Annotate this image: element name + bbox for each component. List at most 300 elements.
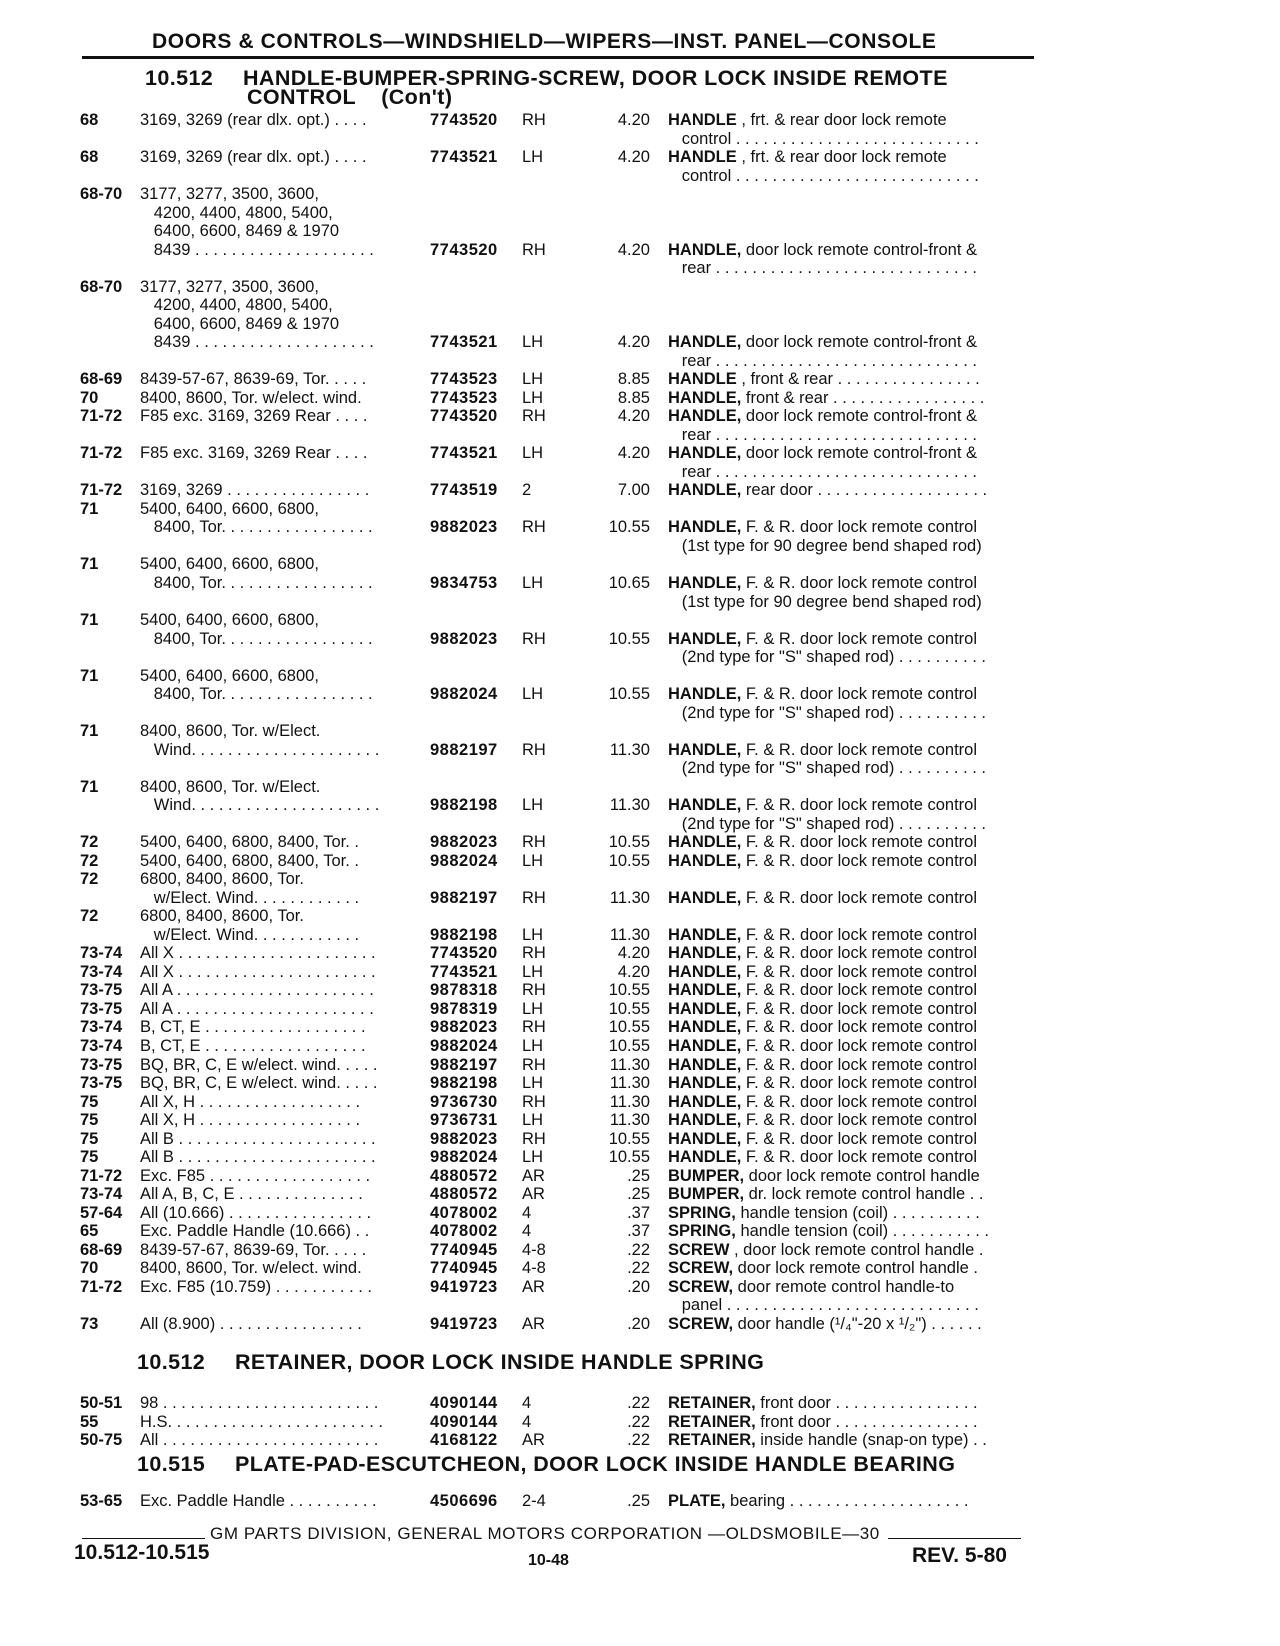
part-number-cell: 4090144: [430, 1412, 498, 1431]
description-cell: [668, 759, 1038, 778]
year-cell: 73-74: [80, 1185, 123, 1204]
model-cell: 8400, 8600, Tor. w/Elect.: [140, 722, 321, 741]
part-number-cell: 7743519: [430, 481, 498, 500]
description-text: door remote control handle-to: [733, 1277, 955, 1296]
price-cell: 10.55: [608, 833, 650, 852]
year-cell: 71: [80, 555, 99, 574]
price-cell: 11.30: [609, 888, 650, 907]
part-number-cell: 4090144: [430, 1394, 498, 1412]
table-row: [0, 1413, 1280, 1432]
description-text: control . . . . . . . . . . . . . . . . . . . . . . . . . . .: [668, 129, 979, 148]
table-row: [0, 333, 1280, 352]
description-keyword: SCREW,: [668, 1314, 734, 1333]
footer-publisher: GM PARTS DIVISION, GENERAL MOTORS CORPORATION —OLDSMOBILE—30: [210, 1524, 880, 1543]
description-cell: [668, 1111, 1038, 1130]
description-text: F. & R. door lock remote control: [741, 1129, 978, 1148]
table-row: [0, 685, 1280, 704]
description-keyword: SCREW,: [668, 1259, 734, 1278]
table-row: [0, 1037, 1280, 1056]
quantity-cell: 4: [522, 1412, 532, 1431]
footer-revision: REV. 5-80: [912, 1544, 1007, 1567]
year-cell: 73-74: [80, 1018, 123, 1037]
table-row: [0, 444, 1280, 463]
table-row: [0, 370, 1280, 389]
price-cell: 4.20: [617, 944, 650, 963]
description-keyword: HANDLE,: [668, 240, 742, 259]
description-text: door handle (¹/₄"-20 x ¹/₂") . . . . . .: [733, 1314, 982, 1333]
description-keyword: HANDLE,: [668, 888, 742, 907]
description-keyword: HANDLE,: [668, 1092, 742, 1111]
table-row: [0, 222, 1280, 241]
quantity-cell: RH: [522, 944, 546, 963]
part-number-cell: 7743520: [430, 944, 498, 963]
part-number-cell: 9882198: [430, 1074, 498, 1093]
price-cell: .37: [627, 1222, 650, 1241]
description-cell: [668, 1185, 1038, 1204]
table-row: [0, 926, 1280, 945]
quantity-cell: LH: [522, 388, 544, 407]
year-cell: 57-64: [80, 1203, 123, 1222]
model-cell: 8400, 8600, Tor. w/elect. wind.: [140, 388, 362, 407]
table-row: [0, 796, 1280, 815]
price-cell: .20: [627, 1314, 650, 1333]
footer-section-range: 10.512-10.515: [74, 1541, 210, 1564]
part-number-cell: 7743523: [430, 370, 498, 389]
price-cell: 10.55: [608, 999, 650, 1018]
description-keyword: HANDLE,: [668, 851, 742, 870]
part-number-cell: 7743521: [430, 148, 498, 167]
description-text: F. & R. door lock remote control: [741, 833, 978, 852]
table-row: [0, 593, 1280, 612]
description-cell: [668, 593, 1038, 612]
description-cell: [668, 648, 1038, 667]
model-cell: H.S. . . . . . . . . . . . . . . . . . . . . . . .: [140, 1412, 383, 1431]
description-text: F. & R. door lock remote control: [741, 685, 978, 704]
price-cell: 11.30: [609, 1055, 650, 1074]
table-row: [0, 1074, 1280, 1093]
part-number-cell: 7743520: [430, 111, 498, 129]
table-row: [0, 352, 1280, 371]
description-cell: [668, 370, 1038, 389]
part-number-cell: 9834753: [430, 574, 498, 592]
description-cell: [668, 815, 1038, 834]
description-cell: [668, 1018, 1038, 1037]
price-cell: 8.85: [617, 388, 650, 407]
table-row: [0, 1259, 1280, 1278]
quantity-cell: RH: [522, 740, 546, 759]
quantity-cell: LH: [522, 796, 544, 815]
quantity-cell: AR: [522, 1314, 545, 1333]
description-text: front door . . . . . . . . . . . . . . . .: [755, 1394, 978, 1412]
description-keyword: HANDLE,: [668, 833, 742, 852]
year-cell: 68-70: [80, 277, 123, 296]
price-cell: 11.30: [609, 925, 650, 944]
description-text: dr. lock remote control handle . .: [744, 1185, 984, 1204]
quantity-cell: 4-8: [522, 1240, 546, 1259]
footer-rule-left: [82, 1538, 205, 1539]
table-row: [0, 1241, 1280, 1260]
description-keyword: HANDLE,: [668, 685, 742, 704]
description-text: F. & R. door lock remote control: [741, 1037, 978, 1055]
table-row: [0, 759, 1280, 778]
description-keyword: SPRING,: [668, 1222, 736, 1241]
quantity-cell: LH: [522, 999, 544, 1018]
description-keyword: HANDLE,: [668, 981, 742, 1000]
year-cell: 68-70: [80, 185, 123, 204]
quantity-cell: LH: [522, 851, 544, 870]
footer-rule-right: [888, 1538, 1021, 1539]
quantity-cell: AR: [522, 1431, 545, 1449]
table-row: [0, 648, 1280, 667]
description-cell: [668, 444, 1038, 463]
description-cell: [668, 1148, 1038, 1167]
description-text: F. & R. door lock remote control: [741, 999, 978, 1018]
price-cell: 4.20: [617, 962, 650, 981]
part-number-cell: 4168122: [430, 1431, 498, 1449]
year-cell: 72: [80, 907, 99, 926]
table-row: [0, 148, 1280, 167]
description-text: F. & R. door lock remote control: [741, 925, 978, 944]
part-number-cell: 7743523: [430, 388, 498, 407]
description-cell: [668, 1413, 1038, 1432]
table-row: [0, 1056, 1280, 1075]
price-cell: 4.20: [617, 148, 650, 167]
table-row: [0, 426, 1280, 445]
table-row: [0, 722, 1280, 741]
year-cell: 71: [80, 499, 99, 518]
model-cell: Exc. F85 . . . . . . . . . . . . . . . . . .: [140, 1166, 371, 1185]
description-keyword: HANDLE,: [668, 1074, 742, 1093]
model-cell: All B . . . . . . . . . . . . . . . . . . . . . .: [140, 1148, 376, 1167]
description-keyword: HANDLE,: [668, 333, 742, 352]
description-text: (2nd type for "S" shaped rod) . . . . . . . . . .: [668, 814, 987, 833]
description-cell: [668, 944, 1038, 963]
description-cell: [668, 1296, 1038, 1315]
year-cell: 73-74: [80, 1037, 123, 1055]
price-cell: 10.55: [608, 1148, 650, 1167]
table-row: [0, 944, 1280, 963]
description-cell: [668, 537, 1038, 556]
year-cell: 73-74: [80, 944, 123, 963]
year-cell: 71: [80, 722, 99, 741]
description-text: (2nd type for "S" shaped rod) . . . . . . . . . .: [668, 648, 987, 667]
description-cell: [668, 574, 1038, 593]
table-row: [0, 741, 1280, 760]
description-cell: [668, 926, 1038, 945]
description-text: F. & R. door lock remote control: [741, 1074, 978, 1093]
price-cell: 10.65: [608, 574, 650, 592]
quantity-cell: LH: [522, 574, 544, 592]
description-keyword: HANDLE,: [668, 444, 742, 463]
quantity-cell: RH: [522, 1018, 546, 1037]
footer-page-number: 10-48: [528, 1552, 569, 1569]
description-keyword: BUMPER,: [668, 1185, 745, 1204]
description-keyword: SCREW: [668, 1240, 730, 1259]
part-number-cell: 7743521: [430, 962, 498, 981]
table-row: [0, 463, 1280, 482]
description-cell: [668, 1056, 1038, 1075]
description-cell: [668, 389, 1038, 408]
price-cell: 11.30: [609, 796, 650, 815]
quantity-cell: LH: [522, 925, 544, 944]
table-row: [0, 1492, 1280, 1511]
part-number-cell: 9882024: [430, 685, 498, 704]
description-cell: [668, 685, 1038, 704]
quantity-cell: LH: [522, 1074, 544, 1093]
year-cell: 71-72: [80, 1277, 123, 1296]
model-cell: Wind. . . . . . . . . . . . . . . . . . . . .: [140, 796, 380, 815]
part-number-cell: 7743520: [430, 407, 498, 426]
year-cell: 73-75: [80, 999, 123, 1018]
year-cell: 72: [80, 851, 99, 870]
model-cell: 8439 . . . . . . . . . . . . . . . . . . . .: [140, 333, 374, 352]
description-cell: [668, 1394, 1038, 1413]
section-title: RETAINER, DOOR LOCK INSIDE HANDLE SPRING: [235, 1350, 765, 1374]
part-number-cell: 4078002: [430, 1203, 498, 1222]
model-cell: All . . . . . . . . . . . . . . . . . . . . . . . .: [140, 1431, 379, 1449]
model-cell: 5400, 6400, 6600, 6800,: [140, 666, 319, 685]
model-cell: Exc. Paddle Handle (10.666) . .: [140, 1222, 370, 1241]
description-text: F. & R. door lock remote control: [741, 1111, 978, 1130]
description-cell: [668, 741, 1038, 760]
model-cell: Exc. F85 (10.759) . . . . . . . . . . .: [140, 1277, 372, 1296]
table-row: [0, 241, 1280, 260]
description-cell: [668, 259, 1038, 278]
part-number-cell: 9736731: [430, 1111, 498, 1130]
model-cell: 5400, 6400, 6600, 6800,: [140, 611, 319, 630]
description-cell: [668, 241, 1038, 260]
model-cell: All B . . . . . . . . . . . . . . . . . . . . . .: [140, 1129, 376, 1148]
description-keyword: SPRING,: [668, 1203, 736, 1222]
price-cell: 10.55: [608, 1037, 650, 1055]
description-cell: [668, 704, 1038, 723]
description-text: door lock remote control-front &: [741, 240, 978, 259]
description-keyword: HANDLE,: [668, 740, 742, 759]
model-cell: 8400, Tor. . . . . . . . . . . . . . . . .: [140, 685, 373, 704]
part-number-cell: 9882024: [430, 851, 498, 870]
part-number-cell: 9882197: [430, 888, 498, 907]
year-cell: 71: [80, 611, 99, 630]
price-cell: 4.20: [617, 444, 650, 463]
year-cell: 75: [80, 1092, 99, 1111]
year-cell: 72: [80, 870, 99, 889]
table-row: [0, 1093, 1280, 1112]
model-cell: 3177, 3277, 3500, 3600,: [140, 277, 319, 296]
part-number-cell: 9882024: [430, 1148, 498, 1167]
description-cell: [668, 963, 1038, 982]
description-cell: [668, 1074, 1038, 1093]
quantity-cell: AR: [522, 1166, 545, 1185]
price-cell: 10.55: [608, 981, 650, 1000]
part-number-cell: 9882197: [430, 1055, 498, 1074]
table-row: [0, 204, 1280, 223]
description-cell: [668, 1222, 1038, 1241]
price-cell: .22: [627, 1259, 650, 1278]
table-row: [0, 630, 1280, 649]
model-cell: 4200, 4400, 4800, 5400,: [140, 296, 333, 315]
year-cell: 53-65: [80, 1492, 123, 1510]
model-cell: 8400, Tor. . . . . . . . . . . . . . . . .: [140, 574, 373, 592]
model-cell: Wind. . . . . . . . . . . . . . . . . . . . .: [140, 740, 380, 759]
model-cell: B, CT, E . . . . . . . . . . . . . . . . . .: [140, 1037, 366, 1055]
part-number-cell: 9882198: [430, 925, 498, 944]
description-text: door lock remote control handle: [744, 1166, 980, 1185]
quantity-cell: 4: [522, 1203, 532, 1222]
description-keyword: RETAINER,: [668, 1394, 756, 1412]
description-cell: [668, 1093, 1038, 1112]
quantity-cell: AR: [522, 1185, 545, 1204]
quantity-cell: LH: [522, 1148, 544, 1167]
model-cell: All A . . . . . . . . . . . . . . . . . . . . . .: [140, 999, 374, 1018]
year-cell: 71-72: [80, 1166, 123, 1185]
quantity-cell: LH: [522, 1037, 544, 1055]
model-cell: 8400, 8600, Tor. w/elect. wind.: [140, 1259, 362, 1278]
description-keyword: HANDLE: [668, 111, 737, 129]
description-text: F. & R. door lock remote control: [741, 1018, 978, 1037]
price-cell: .22: [627, 1394, 650, 1412]
description-cell: [668, 1000, 1038, 1019]
model-cell: 98 . . . . . . . . . . . . . . . . . . . . . . . .: [140, 1394, 379, 1412]
section-number: 10.512: [137, 1350, 206, 1374]
quantity-cell: 4: [522, 1394, 532, 1412]
model-cell: F85 exc. 3169, 3269 Rear . . . .: [140, 407, 368, 426]
price-cell: 4.20: [617, 407, 650, 426]
description-cell: [668, 481, 1038, 500]
table-row: [0, 315, 1280, 334]
year-cell: 71-72: [80, 481, 123, 500]
year-cell: 73: [80, 1314, 99, 1333]
description-text: door lock remote control handle .: [733, 1259, 978, 1278]
quantity-cell: RH: [522, 111, 546, 129]
model-cell: 3169, 3269 (rear dlx. opt.) . . . .: [140, 111, 367, 129]
price-cell: .22: [627, 1240, 650, 1259]
table-row: [0, 130, 1280, 149]
description-keyword: HANDLE,: [668, 629, 742, 648]
quantity-cell: RH: [522, 1092, 546, 1111]
description-keyword: HANDLE,: [668, 388, 742, 407]
year-cell: 71: [80, 666, 99, 685]
description-cell: [668, 1315, 1038, 1334]
year-cell: 70: [80, 388, 99, 407]
description-text: rear . . . . . . . . . . . . . . . . . . . . . . . . . . . . .: [668, 259, 977, 278]
description-keyword: RETAINER,: [668, 1412, 756, 1431]
description-text: , door lock remote control handle .: [729, 1240, 984, 1259]
table-row: [0, 1000, 1280, 1019]
model-cell: 8400, Tor. . . . . . . . . . . . . . . . .: [140, 629, 373, 648]
table-row: [0, 1222, 1280, 1241]
description-keyword: HANDLE,: [668, 962, 742, 981]
price-cell: 10.55: [608, 685, 650, 704]
description-text: (1st type for 90 degree bend shaped rod): [668, 536, 982, 555]
price-cell: 10.55: [608, 518, 650, 537]
model-cell: BQ, BR, C, E w/elect. wind. . . . .: [140, 1074, 378, 1093]
table-row: [0, 1167, 1280, 1186]
model-cell: 6800, 8400, 8600, Tor.: [140, 870, 304, 889]
part-number-cell: 9882023: [430, 629, 498, 648]
description-cell: [668, 630, 1038, 649]
description-text: F. & R. door lock remote control: [741, 1148, 978, 1167]
table-row: [0, 389, 1280, 408]
part-number-cell: 9882023: [430, 833, 498, 852]
description-text: (2nd type for "S" shaped rod) . . . . . . . . . .: [668, 759, 987, 778]
part-number-cell: 9878319: [430, 999, 498, 1018]
description-keyword: BUMPER,: [668, 1166, 745, 1185]
description-cell: [668, 796, 1038, 815]
table-row: [0, 963, 1280, 982]
table-row: [0, 1394, 1280, 1413]
description-cell: [668, 407, 1038, 426]
price-cell: 7.00: [617, 481, 650, 500]
price-cell: 4.20: [617, 111, 650, 129]
part-number-cell: 9882023: [430, 518, 498, 537]
description-cell: [668, 852, 1038, 871]
model-cell: 8439 . . . . . . . . . . . . . . . . . . . .: [140, 240, 374, 259]
table-row: [0, 1111, 1280, 1130]
year-cell: 73-75: [80, 981, 123, 1000]
model-cell: 8439-57-67, 8639-69, Tor. . . . .: [140, 1240, 367, 1259]
description-cell: [668, 333, 1038, 352]
table-row: [0, 889, 1280, 908]
description-text: F. & R. door lock remote control: [741, 574, 978, 592]
table-row: [0, 1204, 1280, 1223]
description-text: F. & R. door lock remote control: [741, 962, 978, 981]
description-cell: [668, 148, 1038, 167]
description-keyword: PLATE,: [668, 1492, 726, 1510]
description-cell: [668, 463, 1038, 482]
quantity-cell: LH: [522, 962, 544, 981]
price-cell: 4.20: [617, 333, 650, 352]
part-number-cell: 9882197: [430, 740, 498, 759]
description-cell: [668, 1278, 1038, 1297]
section-number: 10.515: [137, 1452, 206, 1476]
description-text: rear . . . . . . . . . . . . . . . . . . . . . . . . . . . . .: [668, 351, 977, 370]
year-cell: 68-69: [80, 370, 123, 389]
price-cell: 10.55: [608, 851, 650, 870]
year-cell: 68: [80, 111, 99, 129]
year-cell: 68: [80, 148, 99, 167]
description-text: panel . . . . . . . . . . . . . . . . . . . . . . . . . . . .: [668, 1296, 979, 1315]
price-cell: 4.20: [617, 240, 650, 259]
price-cell: .22: [627, 1412, 650, 1431]
description-cell: [668, 1431, 1038, 1450]
quantity-cell: LH: [522, 444, 544, 463]
description-text: F. & R. door lock remote control: [741, 518, 978, 537]
table-row: [0, 1130, 1280, 1149]
table-row: [0, 518, 1280, 537]
description-cell: [668, 130, 1038, 149]
year-cell: 65: [80, 1222, 99, 1241]
model-cell: All X, H . . . . . . . . . . . . . . . . . .: [140, 1111, 361, 1130]
table-row: [0, 167, 1280, 186]
description-text: front & rear . . . . . . . . . . . . . . . . .: [741, 388, 985, 407]
description-keyword: HANDLE,: [668, 1148, 742, 1167]
description-text: front door . . . . . . . . . . . . . . . .: [755, 1412, 978, 1431]
description-text: F. & R. door lock remote control: [741, 851, 978, 870]
model-cell: All A, B, C, E . . . . . . . . . . . . . .: [140, 1185, 363, 1204]
year-cell: 71: [80, 777, 99, 796]
description-cell: [668, 1204, 1038, 1223]
description-text: rear . . . . . . . . . . . . . . . . . . . . . . . . . . . . .: [668, 425, 977, 444]
description-text: bearing . . . . . . . . . . . . . . . . . . . .: [725, 1492, 969, 1510]
description-text: F. & R. door lock remote control: [741, 981, 978, 1000]
description-keyword: HANDLE,: [668, 1055, 742, 1074]
part-number-cell: 9878318: [430, 981, 498, 1000]
description-text: F. & R. door lock remote control: [741, 740, 978, 759]
year-cell: 72: [80, 833, 99, 852]
quantity-cell: 2-4: [522, 1492, 546, 1510]
model-cell: All X . . . . . . . . . . . . . . . . . . . . . .: [140, 962, 376, 981]
year-cell: 71-72: [80, 407, 123, 426]
